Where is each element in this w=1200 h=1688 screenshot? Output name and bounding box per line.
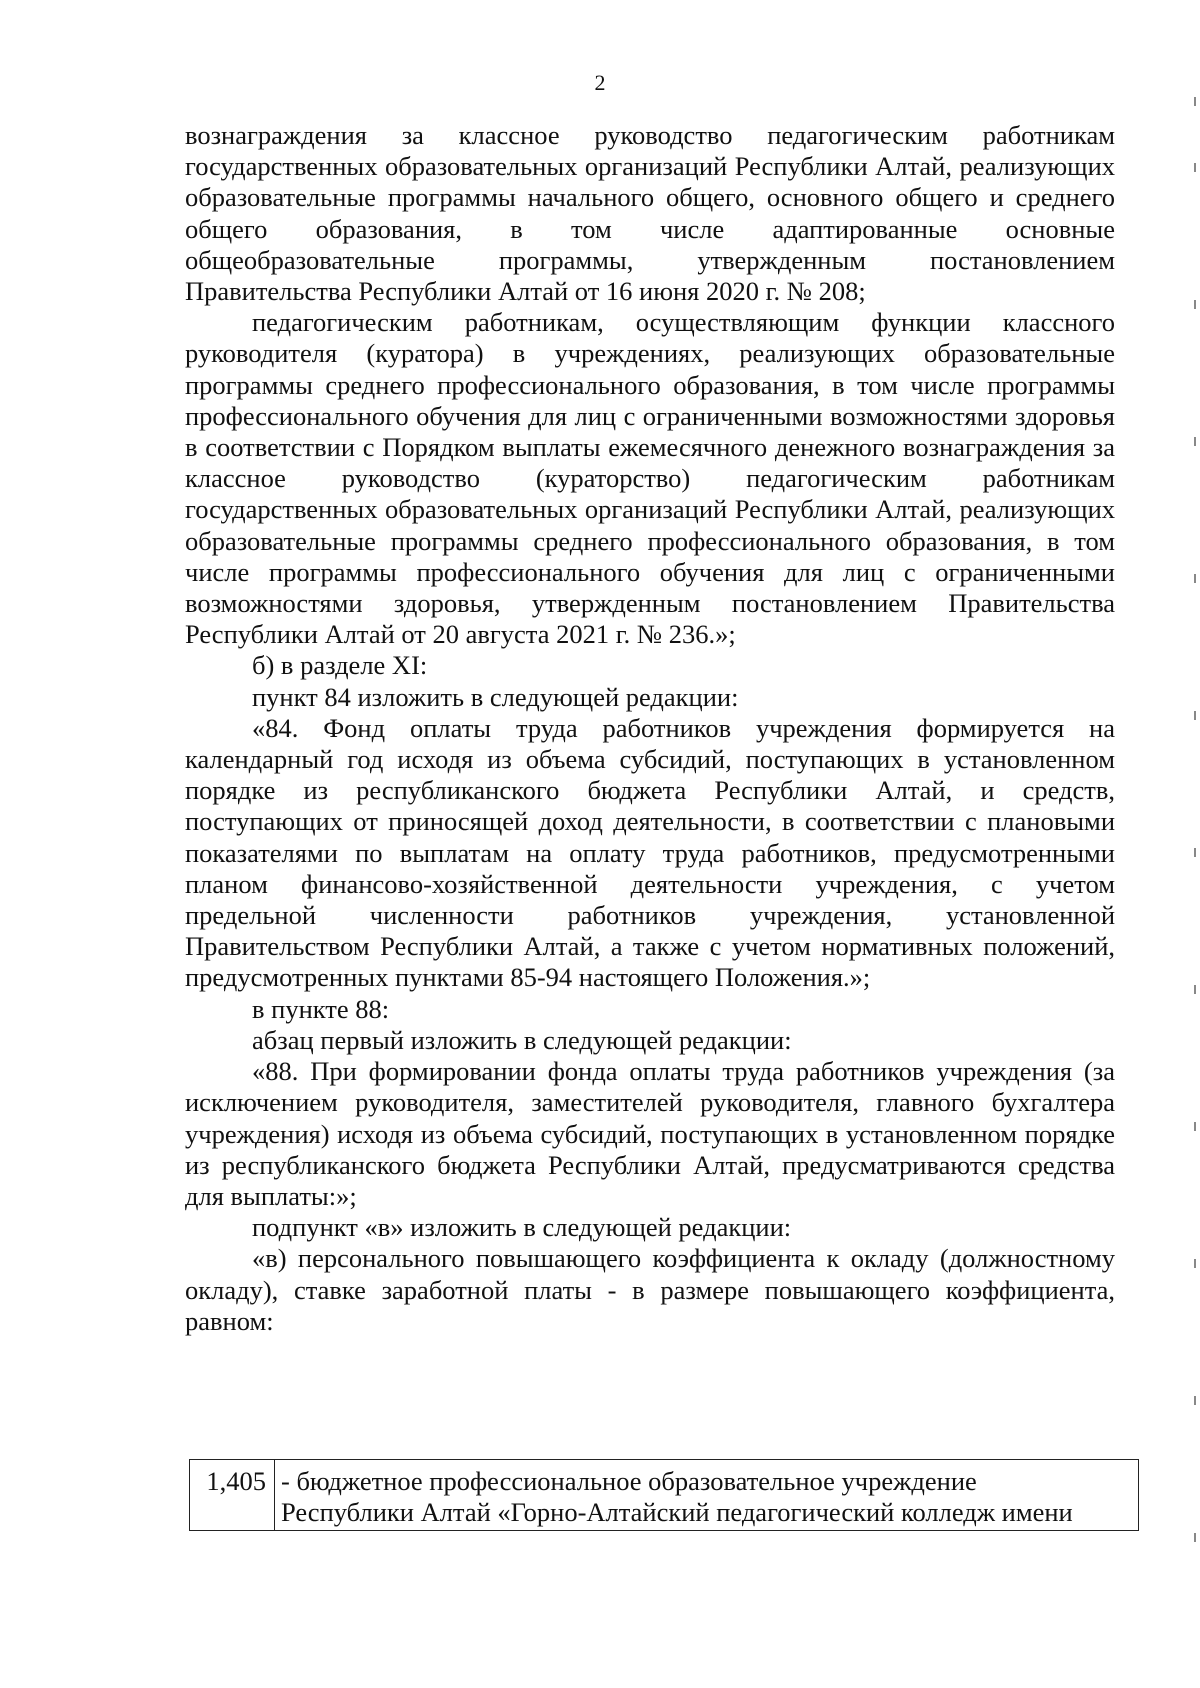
scan-mark — [1194, 574, 1196, 583]
institution-cell — [275, 1460, 1139, 1531]
scan-edge-marks — [1190, 0, 1200, 1688]
paragraph-point-84-text: «84. Фонд оплаты труда работников учреждения формируется на календарный год исходя из объема субсидий, поступающих в установленном порядке из республиканского бюджета Республики Алтай, и средств, поступающих от приносящей доход деятельности, в соответствии с плановыми показателями по выплатам на оплату труда работников, предусмотренными планом финансово-хозяйственной деятельности учреждения, с учетом предельной численности работников учреждения, установленной Правительством Республики Алтай, а также с учетом нормативных положений, предусмотренных пунктами 85-94 настоящего Положения.»; — [185, 712, 1115, 993]
institution-text-line: - бюджетное профессиональное образовательное учреждение — [281, 1466, 977, 1496]
page-number: 2 — [594, 70, 606, 95]
paragraph-section-xi: б) в разделе XI: — [252, 650, 428, 681]
paragraph-continuation: вознаграждения за классное руководство педагогическим работникам государственных образовательных организаций Республики Алтай, реализующих образовательные программы начального общего, основного общего и среднего общего образования, в том числе адаптированные основные общеобразовательные программы, утвержденным постановлением Правительства Республики Алтай от 16 июня 2020 г. № 208; — [185, 120, 1115, 307]
scan-mark — [1194, 97, 1196, 106]
scan-mark — [1194, 1396, 1196, 1405]
scan-mark — [1194, 163, 1196, 172]
scan-mark — [1194, 1533, 1196, 1542]
coefficient-table — [189, 1459, 1139, 1531]
scan-mark — [1194, 985, 1196, 994]
paragraph-point-88-intro: в пункте 88: — [252, 993, 390, 1024]
institution-text-line: Республики Алтай «Горно-Алтайский педагогический колледж имени — [281, 1497, 1073, 1528]
scan-mark — [1194, 300, 1196, 309]
paragraph-first-abzac-intro: абзац первый изложить в следующей редакции: — [252, 1024, 792, 1055]
coefficient-value: 1,405 — [190, 1460, 275, 1531]
paragraph-point-84-intro: пункт 84 изложить в следующей редакции: — [252, 681, 739, 712]
paragraph-subpoint-v-text: «в) персонального повышающего коэффициента к окладу (должностному окладу), ставке заработной платы - в размере повышающего коэффициента, равном: — [185, 1243, 1115, 1336]
paragraph-subpoint-v-intro: подпункт «в» изложить в следующей редакции: — [252, 1212, 792, 1243]
scan-mark — [1194, 1259, 1196, 1268]
scan-mark — [1194, 711, 1196, 720]
scan-mark — [1194, 437, 1196, 446]
paragraph-curators: педагогическим работникам, осуществляющим функции классного руководителя (куратора) в учреждениях, реализующих образовательные программы среднего профессионального образования, в том числе программы профессионального обучения для лиц с ограниченными возможностями здоровья в соответствии с Порядком выплаты ежемесячного денежного вознаграждения за классное руководство (кураторство) педагогическим работникам государственных образовательных организаций Республики Алтай, реализующих образовательные программы среднего профессионального образования, в том числе программы профессионального обучения для лиц с ограниченными возможностями здоровья, утвержденным постановлением Правительства Республики Алтай от 20 августа 2021 г. № 236.»; — [185, 307, 1115, 650]
scan-mark — [1194, 848, 1196, 857]
table-row — [190, 1460, 1139, 1531]
document-body — [185, 120, 1115, 1337]
paragraph-point-88-text: «88. При формировании фонда оплаты труда работников учреждения (за исключением руководителя, заместителей руководителя, главного бухгалтера учреждения) исходя из объема субсидий, поступающих в установленном порядке из республиканского бюджета Республики Алтай, предусматриваются средства для выплаты:»; — [185, 1056, 1115, 1211]
scan-mark — [1194, 1122, 1196, 1131]
